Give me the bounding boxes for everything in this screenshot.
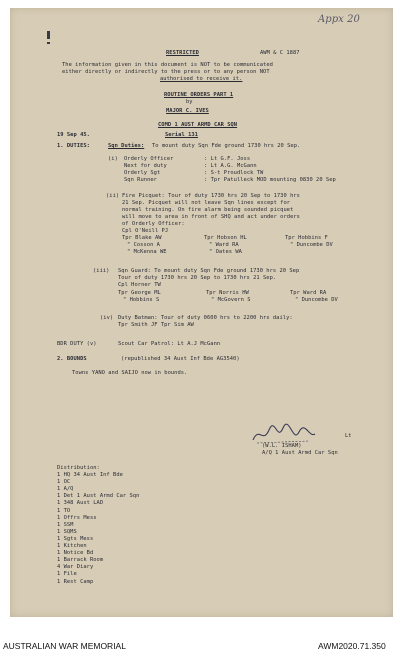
guard-member: Tpr George ML <box>118 290 161 296</box>
restricted-heading: RESTRICTED <box>166 50 199 56</box>
distribution-item: 1 Rest Camp <box>57 578 94 585</box>
distribution-item: 1 OC <box>57 479 71 486</box>
accession-number: AWM2020.71.350 <box>318 641 386 651</box>
distribution-item: 1 SSM <box>57 521 74 528</box>
distribution-heading: Distribution: <box>57 465 100 471</box>
bdr-duty-label: BDR DUTY (v) <box>57 341 97 347</box>
orderly-name: : Lt G.F. Joss <box>204 156 251 162</box>
section-1-heading: 1. DUTIES: <box>57 143 90 149</box>
distribution-item: 1 Kitchen <box>57 543 87 549</box>
orderly-name: : Tpr Patulleck MOD mounting 0830 20 Sep <box>204 177 336 183</box>
duty-batman-text: Duty Batman: Tour of duty 0600 hrs to 2200 hrs daily: <box>118 315 293 321</box>
distribution-item: 1 Det 1 Aust Armd Car Sqn <box>57 493 140 500</box>
orderly-role: Sqn Runner <box>124 177 157 183</box>
punch-mark <box>47 42 50 44</box>
sqn-duties-intro: To mount duty Sqn Fde ground 1730 hrs 20 Sep. <box>152 143 301 149</box>
notice-line-1: The information given in this document is NOT to be communicated <box>62 62 273 68</box>
archive-footer <box>0 639 402 653</box>
fire-picquet-text: normal training. On fire alarm being sounded picquet <box>122 207 294 213</box>
orderly-name: : Lt A.G. McGann <box>204 163 257 169</box>
orders-by: by <box>186 99 193 105</box>
signatory-name: (W.L. ISHAM) <box>262 443 302 449</box>
bounds-towns: Towns YANO and SAIJO now in bounds. <box>72 370 188 376</box>
distribution-item: 1 Barrack Room <box>57 557 104 564</box>
order-date: 19 Sep 45. <box>57 132 90 138</box>
picquet-member: " McKenna WE <box>127 249 167 255</box>
picquet-member: " Oates WA <box>209 249 242 255</box>
distribution-item: 1 Offrs Mess <box>57 514 97 521</box>
picquet-member: Tpr Blake AW <box>122 235 162 241</box>
duty-batman-names: Tpr Smith JF Tpr Sim AW <box>118 322 194 328</box>
guard-member: " McGovern S <box>211 297 251 303</box>
distribution-item: 1 HQ 34 Aust Inf Bde <box>57 472 123 478</box>
sqn-guard-text: Tour of duty 1730 hrs 20 Sep to 1730 hrs 21 Sep. <box>118 275 277 281</box>
bounds-text: (republished 34 Aust Inf Bde AG3540) <box>121 356 240 362</box>
orderly-role: Orderly Officer <box>124 156 174 162</box>
distribution-item: 1 File <box>57 571 77 578</box>
item-iv-label: (iv) <box>100 315 114 321</box>
picquet-member: " Cosson A <box>127 242 160 248</box>
document-ref: AWM & C 1887 <box>260 50 300 56</box>
picquet-member: Tpr Hobson HL <box>204 235 247 241</box>
orders-title: ROUTINE ORDERS PART 1 <box>164 92 234 98</box>
item-i-label: (i) <box>108 156 118 162</box>
fire-picquet-text: Fire Picquet: Tour of duty 1730 hrs 20 Sep to 1730 hrs <box>122 193 300 199</box>
signature-suffix: Lt <box>345 433 352 439</box>
issuing-officer: MAJOR C. IVES <box>166 108 209 114</box>
sqn-guard-text: Sqn Guard: To mount duty Sqn Fde ground 1730 hrs 20 Sep <box>118 268 300 274</box>
distribution-item: 1 348 Aust LAD <box>57 500 104 507</box>
orderly-role: Orderly Sgt <box>124 170 161 176</box>
section-2-heading: 2. BOUNDS <box>57 356 87 362</box>
item-ii-label: (ii) <box>106 193 120 199</box>
distribution-item: 1 TO <box>57 507 71 514</box>
item-iii-label: (iii) <box>93 268 110 274</box>
picquet-member: Tpr Hobbins F <box>285 235 328 241</box>
fire-picquet-text: will move to area in front of SHQ and act under orders <box>122 214 300 220</box>
guard-member: " Duncombe DV <box>295 297 338 303</box>
fire-picquet-text: of Orderly Officer: <box>122 221 185 227</box>
sqn-duties-label: Sqn Duties: <box>108 143 145 149</box>
issuing-command: COMD 1 AUST ARMD CAR SQN <box>158 122 238 128</box>
fire-picquet-cpl: Cpl O'Neill PJ <box>122 228 169 234</box>
handwritten-reference: Appx 20 <box>318 14 360 25</box>
orderly-role: Next for duty <box>124 163 167 169</box>
picquet-member: " Duncombe DV <box>290 242 333 248</box>
distribution-item: 1 SQMS <box>57 528 77 535</box>
picquet-member: " Ward RA <box>209 242 239 248</box>
guard-member: Tpr Ward RA <box>290 290 327 296</box>
serial-number: Serial 131 <box>165 132 198 138</box>
distribution-item: 1 Sgts Mess <box>57 535 94 542</box>
bdr-duty-text: Scout Car Patrol: Lt A.J McGann <box>118 341 221 347</box>
distribution-item: 1 Notice Bd <box>57 550 94 557</box>
guard-member: " Hobbins S <box>123 297 160 303</box>
notice-line-3: authorised to receive it. <box>160 76 243 82</box>
archive-name: AUSTRALIAN WAR MEMORIAL <box>3 641 126 651</box>
distribution-item: 4 War Diary <box>57 564 94 571</box>
notice-line-2: either directly or indirectly to the press or to any person NOT <box>62 69 270 75</box>
punch-mark <box>47 31 50 39</box>
sqn-guard-cpl: Cpl Horner TW <box>118 282 161 288</box>
guard-member: Tpr Norris HW <box>206 290 249 296</box>
fire-picquet-text: 21 Sep. Picquet will not leave Sqn lines except for <box>122 200 291 206</box>
orderly-name: : S-t Proudlock TW <box>204 170 264 176</box>
signatory-title: A/Q 1 Aust Armd Car Sqn <box>262 450 338 456</box>
distribution-item: 1 A/Q <box>57 486 74 493</box>
